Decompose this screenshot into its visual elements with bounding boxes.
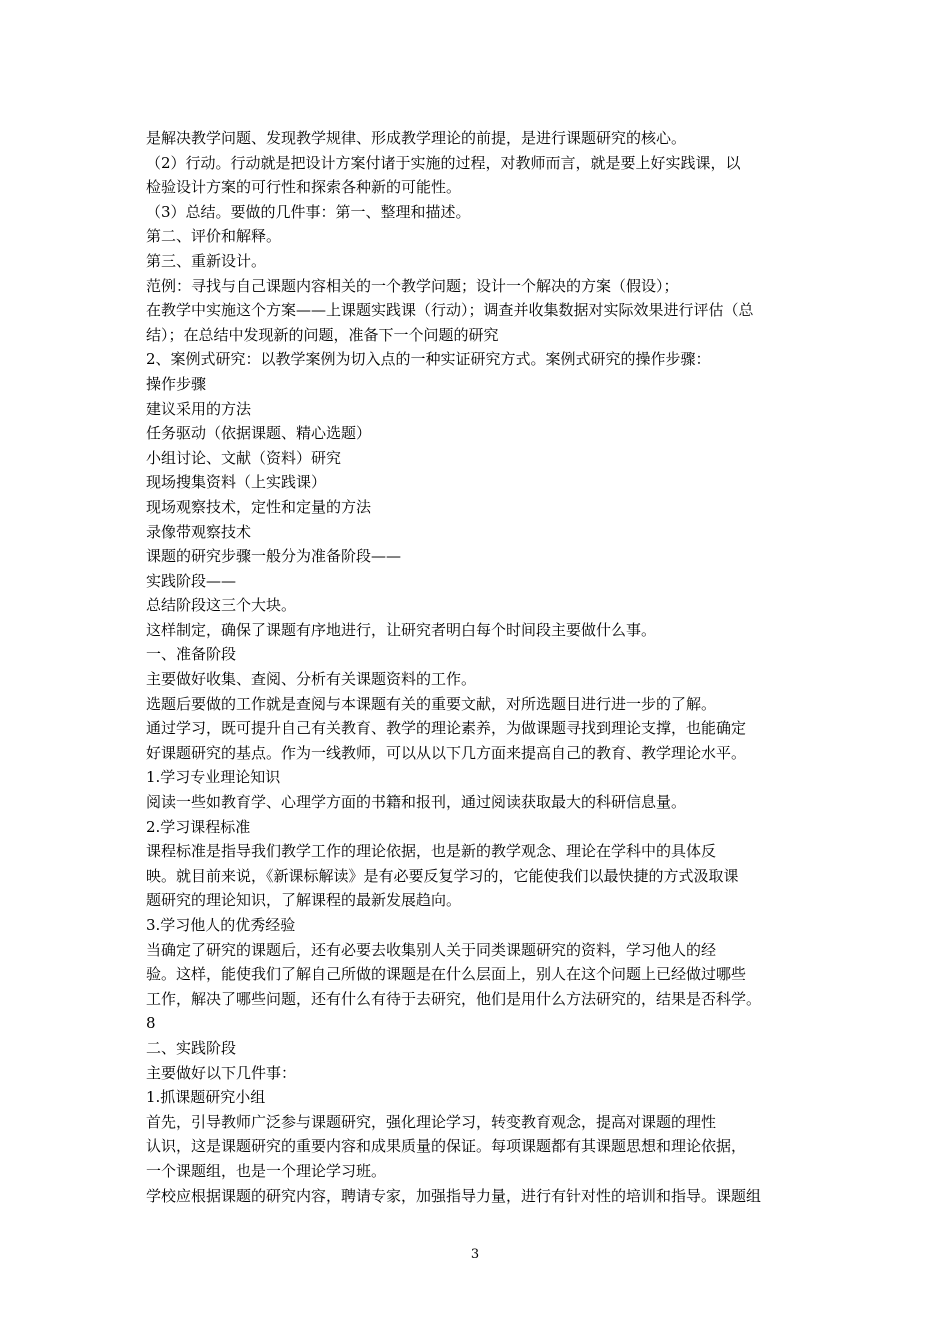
text-line: 检验设计方案的可行性和探索各种新的可能性。: [146, 178, 462, 197]
text-line: 2、案例式研究：以教学案例为切入点的一种实证研究方式。案例式研究的操作步骤：: [146, 350, 711, 369]
text-line: （2）行动。行动就是把设计方案付诸于实施的过程，对教师而言，就是要上好实践课，以: [146, 153, 741, 172]
text-line: 现场观察技术，定性和定量的方法: [146, 497, 372, 516]
text-line: 小组讨论、文献（资料）研究: [146, 448, 342, 467]
text-line: 主要做好以下几件事：: [146, 1063, 297, 1082]
text-line: 一个课题组，也是一个理论学习班。: [146, 1161, 387, 1180]
text-line: 当确定了研究的课题后，还有必要去收集别人关于同类课题研究的资料，学习他人的经: [146, 940, 717, 959]
text-line: 通过学习，既可提升自己有关教育、教学的理论素养，为做课题寻找到理论支撑，也能确定: [146, 719, 747, 738]
text-line: 工作，解决了哪些问题，还有什么有待于去研究，他们是用什么方法研究的，结果是否科学。: [146, 989, 762, 1008]
text-line: 第三、重新设计。: [146, 251, 267, 270]
text-line: 2.学习课程标准: [146, 817, 251, 836]
text-line: 1.抓课题研究小组: [146, 1088, 266, 1107]
text-line: 好课题研究的基点。作为一线教师，可以从以下几方面来提高自己的教育、教学理论水平。: [146, 743, 747, 762]
text-line: 题研究的理论知识，了解课程的最新发展趋向。: [146, 891, 462, 910]
text-line: 阅读一些如教育学、心理学方面的书籍和报刊，通过阅读获取最大的科研信息量。: [146, 793, 687, 812]
text-line: 首先，引导教师广泛参与课题研究，强化理论学习，转变教育观念，提高对课题的理性: [146, 1112, 717, 1131]
text-line: 8: [146, 1014, 156, 1033]
document-body: [146, 126, 810, 1208]
text-line: 结）；在总结中发现新的问题，准备下一个问题的研究: [146, 325, 499, 344]
text-line: 任务驱动（依据课题、精心选题）: [146, 424, 372, 443]
text-line: 验。这样，能使我们了解自己所做的课题是在什么层面上，别人在这个问题上已经做过哪些: [146, 965, 747, 984]
text-line: 二、实践阶段: [146, 1038, 237, 1057]
text-line: 3.学习他人的优秀经验: [146, 916, 296, 934]
text-line: （3）总结。要做的几件事：第一、整理和描述。: [146, 202, 471, 221]
text-line: 是解决教学问题、发现教学规律、形成教学理论的前提，是进行课题研究的核心。: [146, 129, 687, 147]
text-line: 这样制定，确保了课题有序地进行，让研究者明白每个时间段主要做什么事。: [146, 620, 657, 639]
text-line: 认识，这是课题研究的重要内容和成果质量的保证。每项课题都有其课题思想和理论依据，: [146, 1137, 747, 1156]
text-line: 课程标准是指导我们教学工作的理论依据，也是新的教学观念、理论在学科中的具体反: [146, 842, 717, 861]
text-line: 范例：寻找与自己课题内容相关的一个教学问题；设计一个解决的方案（假设）；: [146, 276, 679, 295]
text-line: 建议采用的方法: [146, 399, 252, 418]
text-line: 学校应根据课题的研究内容，聘请专家，加强指导力量，进行有针对性的培训和指导。课题组: [146, 1186, 762, 1205]
text-line: 1.学习专业理论知识: [146, 768, 281, 787]
text-line: 现场搜集资料（上实践课）: [146, 473, 327, 492]
text-line: 在教学中实施这个方案——上课题实践课（行动）；调查并收集数据对实际效果进行评估（总: [146, 301, 754, 320]
page-number: 3: [470, 1247, 480, 1262]
text-line: 录像带观察技术: [146, 522, 252, 541]
text-line: 操作步骤: [146, 374, 207, 393]
text-line: 主要做好收集、查阅、分析有关课题资料的工作。: [146, 670, 477, 689]
text-line: 第二、评价和解释。: [146, 227, 282, 246]
text-line: 映。就目前来说，《新课标解读》是有必要反复学习的，它能使我们以最快捷的方式汲取课: [146, 866, 739, 885]
text-line: 实践阶段——: [146, 571, 237, 590]
text-line: 总结阶段这三个大块。: [146, 596, 297, 615]
text-line: 一、准备阶段: [146, 645, 237, 664]
text-line: 课题的研究步骤一般分为准备阶段——: [146, 547, 402, 566]
text-line: 选题后要做的工作就是查阅与本课题有关的重要文献，对所选题目进行进一步的了解。: [146, 694, 717, 713]
